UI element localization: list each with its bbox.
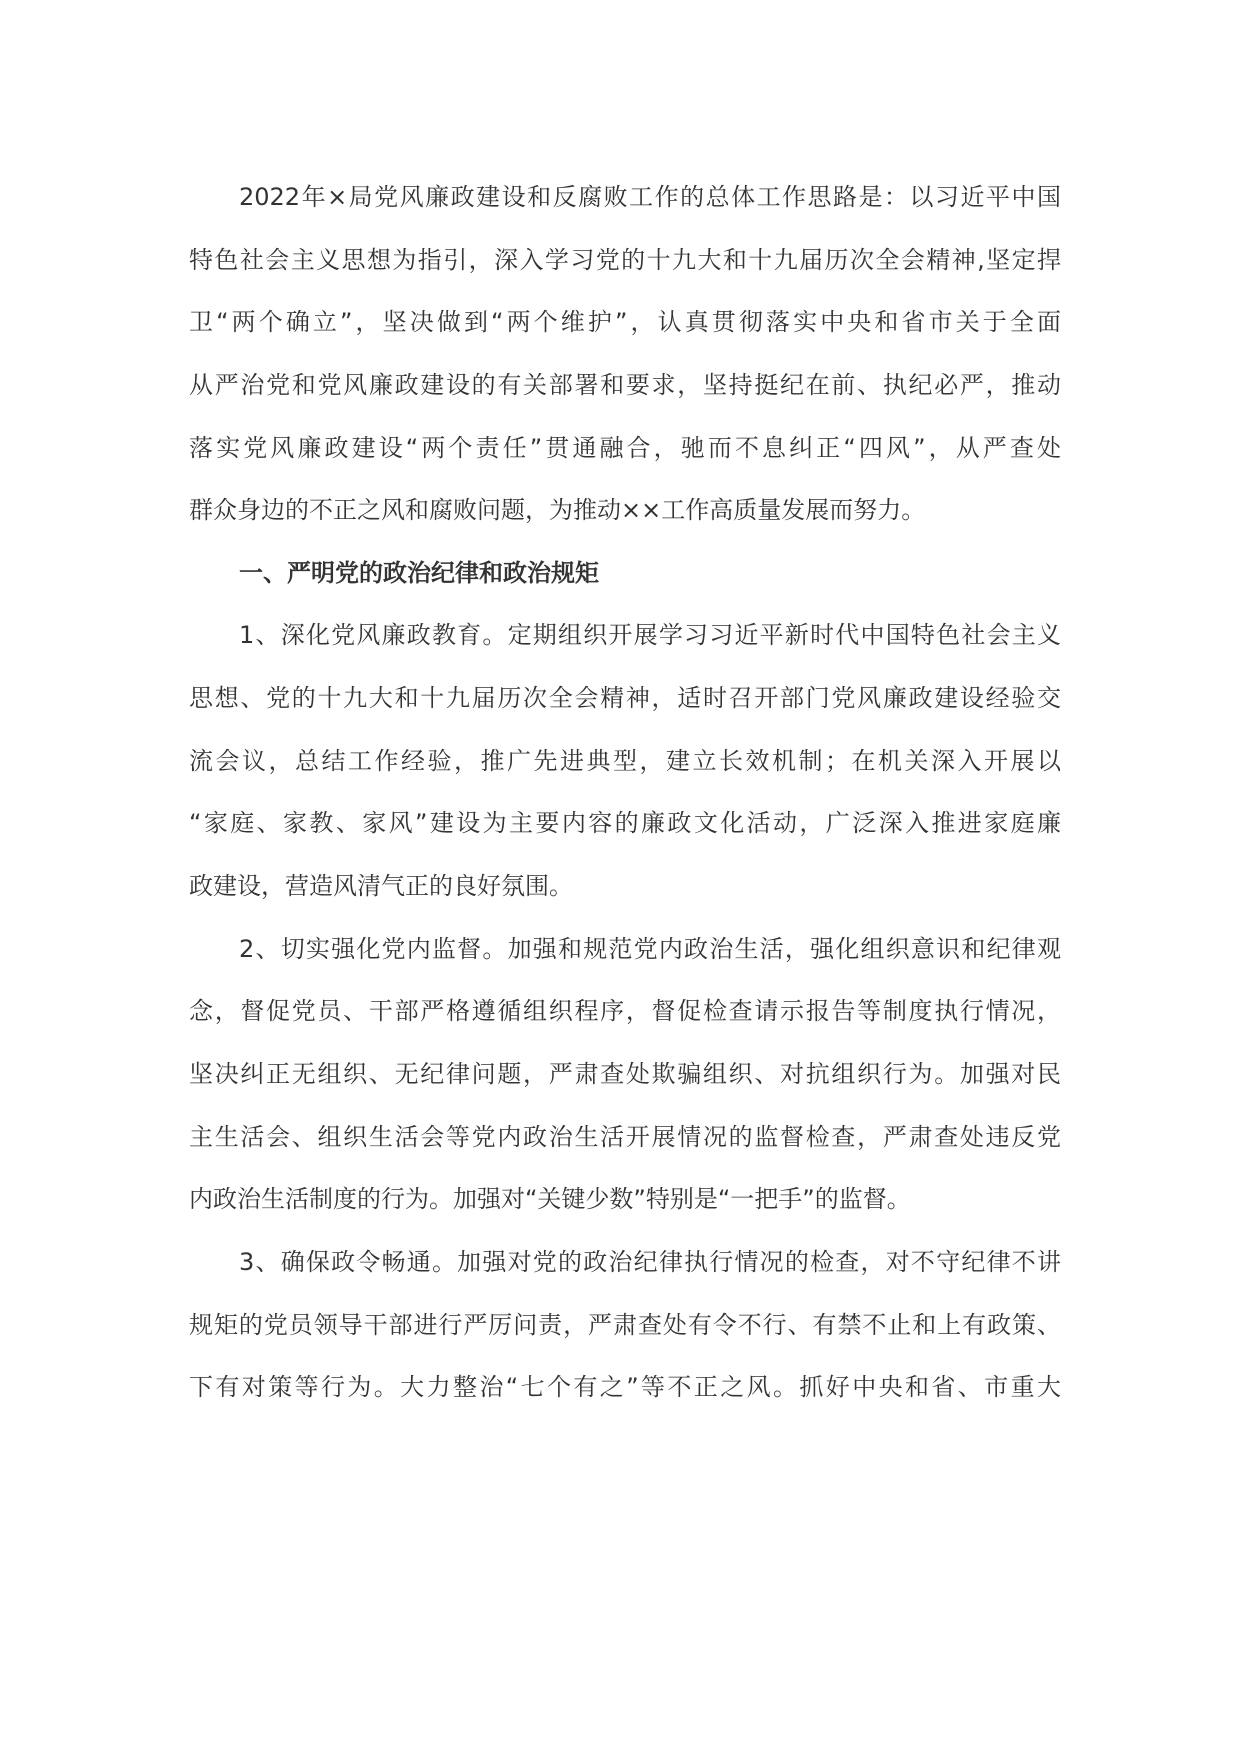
text-line: 坚决纠正无组织、无纪律问题，严肃查处欺骗组织、对抗组织行为。加强对民: [189, 1059, 1061, 1088]
paragraph: [189, 1241, 1061, 1429]
paragraph: [189, 614, 1061, 927]
text-line: 3、确保政令畅通。加强对党的政治纪律执行情况的检查，对不守纪律不讲: [239, 1247, 1061, 1276]
text-line: 内政治生活制度的行为。加强对“关键少数”特别是“一把手”的监督。: [189, 1185, 911, 1214]
text-line: 政建设，营造风清气正的良好氛围。: [189, 872, 573, 901]
text-line: 主生活会、组织生活会等党内政治生活开展情况的监督检查，严肃查处违反党: [189, 1122, 1061, 1151]
text-line: 规矩的党员领导干部进行严厉问责，严肃查处有令不行、有禁不止和上有政策、: [189, 1310, 1061, 1339]
document-body: [189, 176, 1061, 1429]
text-line: 思想、党的十九大和十九届历次全会精神，适时召开部门党风廉政建设经验交: [189, 684, 1061, 713]
text-line: 特色社会主义思想为指引，深入学习党的十九大和十九届历次全会精神,坚定捍: [189, 245, 1061, 274]
section-heading: [189, 552, 1061, 615]
text-line: 念，督促党员、干部严格遵循组织程序，督促检查请示报告等制度执行情况，: [189, 997, 1061, 1026]
text-line: 卫“两个确立”，坚决做到“两个维护”，认真贯彻落实中央和省市关于全面: [189, 308, 1061, 337]
text-line: 2022年×局党风廉政建设和反腐败工作的总体工作思路是：以习近平中国: [239, 183, 1061, 211]
text-line: 一、严明党的政治纪律和政治规矩: [239, 558, 599, 587]
paragraph: [189, 176, 1061, 552]
text-line: 落实党风廉政建设“两个责任”贯通融合，驰而不息纠正“四风”，从严查处: [189, 433, 1061, 462]
text-line: 从严治党和党风廉政建设的有关部署和要求，坚持挺纪在前、执纪必严，推动: [189, 370, 1061, 399]
text-line: 群众身边的不正之风和腐败问题，为推动××工作高质量发展而努力。: [189, 496, 926, 525]
text-line: “家庭、家教、家风”建设为主要内容的廉政文化活动，广泛深入推进家庭廉: [189, 809, 1061, 838]
text-line: 2、切实强化党内监督。加强和规范党内政治生活，强化组织意识和纪律观: [239, 934, 1061, 963]
paragraph: [189, 928, 1061, 1241]
text-line: 下有对策等行为。大力整治“七个有之”等不正之风。抓好中央和省、市重大: [189, 1373, 1061, 1402]
text-line: 流会议，总结工作经验，推广先进典型，建立长效机制；在机关深入开展以: [189, 746, 1061, 775]
text-line: 1、深化党风廉政教育。定期组织开展学习习近平新时代中国特色社会主义: [239, 621, 1061, 650]
